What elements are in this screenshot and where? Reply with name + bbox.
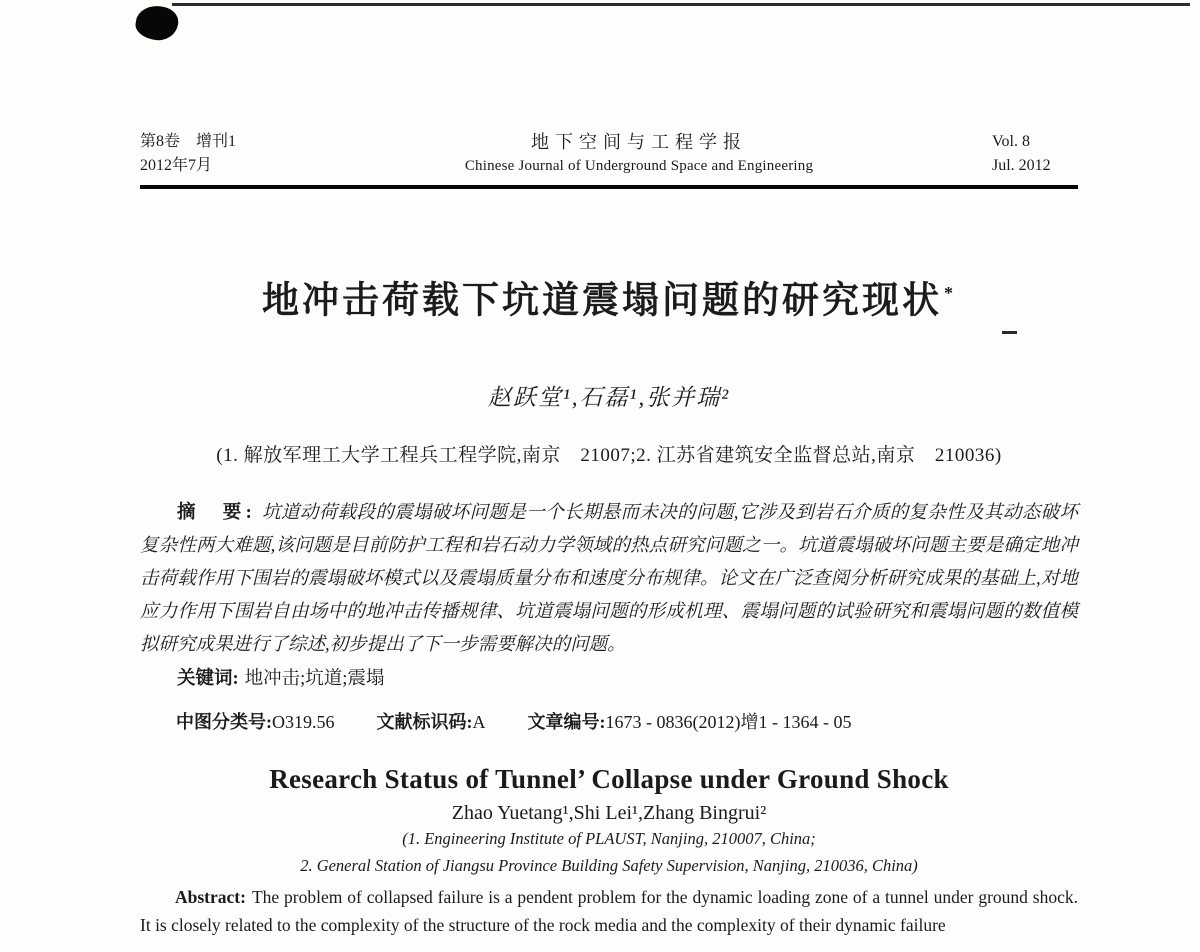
journal-header xyxy=(140,0,1078,178)
article-title-text: 地冲击荷载下坑道震塌问题的研究现状 xyxy=(262,280,942,322)
journal-title-cn: 地下空间与工程学报 xyxy=(531,132,747,152)
doc-code-value: A xyxy=(472,712,486,733)
article-title-cn xyxy=(140,269,1078,325)
affiliation-en-1: (1. Engineering Institute of PLAUST, Nanjing, 210007, China; xyxy=(402,829,816,849)
keywords-body-cn: 地冲击;坑道;震塌 xyxy=(244,669,385,690)
clc-label: 中图分类号: xyxy=(176,712,272,733)
authors-en: Zhao Yuetang¹,Shi Lei¹,Zhang Bingrui² xyxy=(451,802,767,825)
title-footnote-marker: * xyxy=(944,283,956,303)
doc-code-label: 文献标识码: xyxy=(376,712,473,733)
article-id-value: 1673 - 0836(2012)增1 - 1364 - 05 xyxy=(605,712,852,733)
abstract-label-cn: 摘 要: xyxy=(177,503,256,524)
article-id-segment xyxy=(528,712,852,732)
doc-code-segment xyxy=(377,712,486,732)
header-right-block xyxy=(968,130,1078,178)
article-title-en: Research Status of Tunnel’ Collapse under Ground Shock xyxy=(269,764,949,795)
volume-en: Vol. 8 xyxy=(992,133,1030,150)
abstract-body-cn: 坑道动荷载段的震塌破坏问题是一个长期悬而未决的问题,它涉及到岩石介质的复杂性及其动态破坏复杂性两大难题,该问题是目前防护工程和岩石动力学领域的热点研究问题之一。坑道震塌破坏问题主要是确定地冲击荷载作用下围岩的震塌破坏模式以及震塌质量分布和速度分布规律。论文在广泛查阅分析研究成果的基础上,对地应力作用下围岩自由场中的地冲击传播规律、坑道震塌问题的形成机理、震塌问题的试验研究和震塌问题的数值模拟研究成果进行了综述,初步提出了下一步需要解决的问题。 xyxy=(140,503,1078,656)
abstract-body-en: The problem of collapsed failure is a pendent problem for the dynamic loading zone of a tunnel under ground shock. It is closely related to the complexity of the structure of the rock media and the complexity of their dynamic failure xyxy=(140,887,1078,936)
abstract-label-en: Abstract: xyxy=(175,887,246,908)
scan-edge-line xyxy=(172,3,1190,6)
abstract-en xyxy=(140,883,1078,939)
keywords-line xyxy=(140,663,1078,696)
clc-value: O319.56 xyxy=(272,712,335,733)
affiliation-cn: (1. 解放军理工大学工程兵工程学院,南京 21007;2. 江苏省建筑安全监督总站,南京 210036) xyxy=(216,445,1002,467)
page-content xyxy=(140,0,1078,939)
journal-title-en: Chinese Journal of Underground Space and Engineering xyxy=(464,158,814,174)
authors-cn: 赵跃堂¹,石磊¹,张并瑞² xyxy=(487,385,731,411)
classification-line xyxy=(140,706,1078,739)
issue-date-cn: 2012年7月 xyxy=(140,157,213,174)
affiliation-en-2: 2. General Station of Jiangsu Province Building Safety Supervision, Nanjing, 210036, China) xyxy=(300,856,918,876)
issue-date-en: Jul. 2012 xyxy=(992,157,1051,174)
volume-issue-cn: 第8卷 增刊1 xyxy=(140,133,237,150)
header-rule xyxy=(140,185,1078,189)
header-left-block xyxy=(140,130,310,178)
header-center-block xyxy=(310,130,968,178)
article-id-label: 文章编号: xyxy=(527,712,606,733)
scan-stray-mark xyxy=(1002,331,1017,334)
abstract-cn xyxy=(140,497,1078,662)
keywords-label-cn: 关键词: xyxy=(177,669,239,690)
